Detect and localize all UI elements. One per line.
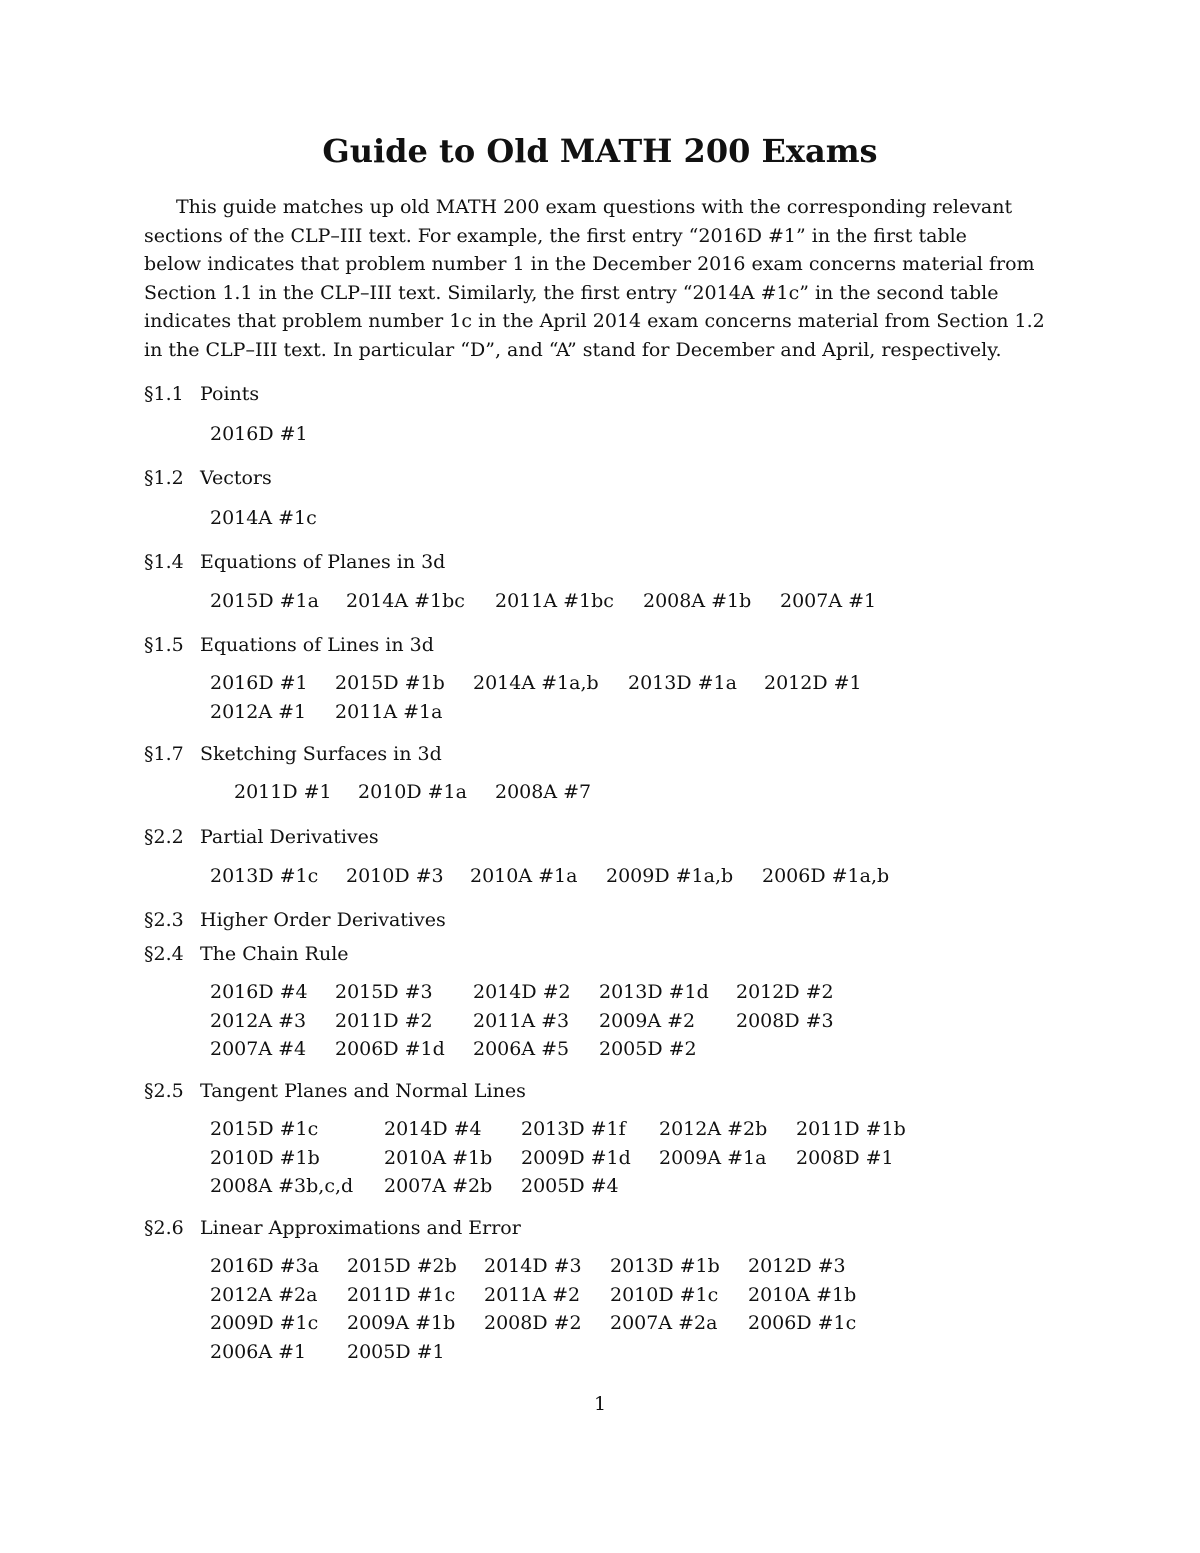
- section-title: The Chain Rule: [200, 943, 349, 965]
- exam-row: [210, 1281, 856, 1310]
- exam-entry: 2011D #1c: [347, 1283, 456, 1306]
- section-number: §1.4: [144, 551, 184, 573]
- exam-entry: 2006A #1: [210, 1340, 307, 1363]
- exam-entry: 2014D #4: [384, 1118, 482, 1140]
- exam-row: [210, 1309, 856, 1338]
- exam-entry: 2007A #2b: [384, 1175, 493, 1197]
- intro-line: Section 1.1 in the CLP–III text. Similarly, the first entry “2014A #1c” in the second table: [144, 281, 999, 304]
- exam-entry: 2012A #1: [210, 700, 307, 723]
- exam-entry: 2011A #2: [484, 1283, 581, 1306]
- section-number: §1.7: [144, 743, 184, 765]
- section-heading-2-2: [144, 826, 379, 848]
- exam-entry: 2010D #1c: [610, 1283, 719, 1306]
- exam-entry: 2006A #5: [473, 1038, 570, 1060]
- section-number: §2.5: [144, 1080, 184, 1102]
- exam-row: [210, 1007, 834, 1036]
- exam-entry: 2008D #3: [736, 1009, 834, 1032]
- exam-row: [210, 698, 862, 727]
- exam-row: [210, 1172, 906, 1201]
- exam-entry: 2006D #1d: [335, 1038, 445, 1060]
- exam-entry: 2010D #1a: [358, 781, 467, 803]
- exam-list-2-6: [210, 1252, 856, 1366]
- exam-list-2-4: [210, 978, 834, 1064]
- exam-entry: 2010A #1b: [384, 1146, 493, 1169]
- exam-entry: 2016D #4: [210, 981, 308, 1003]
- intro-line: sections of the CLP–III text. For example, the first entry “2016D #1” in the first table: [144, 224, 967, 247]
- exam-entry: 2012D #3: [748, 1255, 846, 1277]
- exam-entry: 2013D #1c: [210, 865, 319, 887]
- exam-list-1-5: [210, 669, 862, 726]
- section-number: §2.6: [144, 1217, 184, 1239]
- section-number: §1.1: [144, 383, 184, 405]
- section-number: §1.5: [144, 634, 184, 656]
- exam-row: [210, 978, 834, 1007]
- exam-entry: 2014D #3: [484, 1255, 582, 1277]
- exam-entry: 2012A #2b: [659, 1118, 768, 1140]
- section-title: Equations of Lines in 3d: [200, 634, 434, 656]
- exam-entry: 2010A #1b: [748, 1283, 857, 1306]
- exam-entry: 2011D #1b: [796, 1118, 906, 1140]
- intro-line: in the CLP–III text. In particular “D”, and “A” stand for December and April, respectively.: [144, 338, 1002, 361]
- exam-entry: 2007A #1: [780, 590, 877, 612]
- exam-row: [210, 862, 889, 891]
- exam-entry: 2011D #1: [234, 781, 332, 803]
- section-title: Sketching Surfaces in 3d: [200, 743, 442, 765]
- section-title: Partial Derivatives: [200, 826, 379, 848]
- exam-entry: 2015D #1a: [210, 590, 319, 612]
- exam-entry: 2011A #3: [473, 1009, 570, 1032]
- section-title: Vectors: [200, 467, 272, 489]
- exam-entry: 2005D #4: [521, 1175, 619, 1197]
- exam-list-1-1: [210, 420, 308, 449]
- exam-row: [210, 669, 862, 698]
- section-title: Higher Order Derivatives: [200, 909, 446, 931]
- exam-list-1-4: [210, 587, 876, 616]
- section-number: §2.4: [144, 943, 184, 965]
- exam-entry: 2005D #1: [347, 1340, 445, 1363]
- exam-row: [210, 1035, 834, 1064]
- section-title: Equations of Planes in 3d: [200, 551, 446, 573]
- exam-row: [210, 504, 317, 533]
- exam-entry: 2010A #1a: [470, 865, 578, 887]
- section-heading-1-7: [144, 743, 442, 765]
- exam-entry: 2009A #1a: [659, 1146, 767, 1169]
- section-heading-2-6: [144, 1217, 521, 1239]
- exam-row: [210, 420, 308, 449]
- exam-entry: 2011A #1a: [335, 700, 443, 723]
- exam-entry: 2013D #1b: [610, 1255, 720, 1277]
- exam-entry: 2006D #1c: [748, 1312, 857, 1334]
- exam-list-2-5: [210, 1115, 906, 1201]
- exam-entry: 2014A #1a,b: [473, 672, 599, 694]
- exam-entry: 2012D #2: [736, 981, 834, 1003]
- exam-entry: 2009D #1c: [210, 1312, 319, 1334]
- exam-entry: 2008A #7: [495, 781, 592, 803]
- exam-entry: 2008A #1b: [643, 590, 752, 612]
- exam-entry: 2011A #1bc: [495, 590, 614, 612]
- exam-entry: 2008A #3b,c,d: [210, 1175, 354, 1197]
- section-heading-2-5: [144, 1080, 526, 1102]
- exam-row: [210, 587, 876, 616]
- section-heading-1-4: [144, 551, 445, 573]
- section-title: Tangent Planes and Normal Lines: [200, 1080, 526, 1102]
- exam-entry: 2015D #3: [335, 981, 433, 1003]
- exam-row: [210, 1252, 856, 1281]
- exam-entry: 2009D #1a,b: [606, 865, 734, 887]
- section-number: §2.3: [144, 909, 184, 931]
- section-heading-2-4: [144, 943, 349, 965]
- exam-entry: 2014D #2: [473, 981, 571, 1003]
- exam-list-1-2: [210, 504, 317, 533]
- exam-entry: 2016D #1: [210, 672, 308, 694]
- section-title: Linear Approximations and Error: [200, 1217, 521, 1239]
- section-number: §2.2: [144, 826, 184, 848]
- section-heading-1-5: [144, 634, 434, 656]
- page-title: Guide to Old MATH 200 Exams: [322, 132, 878, 170]
- exam-entry: 2009A #1b: [347, 1312, 456, 1334]
- page-number: 1: [593, 1393, 607, 1415]
- exam-list-2-2: [210, 862, 889, 891]
- exam-row: [210, 1338, 856, 1367]
- exam-entry: 2016D #1: [210, 423, 308, 445]
- exam-entry: 2014A #1bc: [346, 590, 465, 612]
- exam-entry: 2007A #4: [210, 1038, 307, 1060]
- exam-entry: 2009A #2: [599, 1009, 696, 1032]
- exam-entry: 2013D #1f: [521, 1118, 626, 1140]
- exam-entry: 2014A #1c: [210, 507, 317, 529]
- exam-entry: 2013D #1a: [628, 672, 737, 694]
- exam-entry: 2015D #1b: [335, 672, 445, 694]
- exam-entry: 2012A #3: [210, 1009, 307, 1032]
- exam-entry: 2016D #3a: [210, 1255, 319, 1277]
- exam-entry: 2012D #1: [764, 672, 862, 694]
- exam-list-1-7: [234, 778, 591, 807]
- exam-entry: 2015D #2b: [347, 1255, 457, 1277]
- exam-entry: 2009D #1d: [521, 1146, 631, 1169]
- exam-entry: 2012A #2a: [210, 1283, 318, 1306]
- exam-row: [210, 1144, 906, 1173]
- section-heading-1-1: [144, 383, 259, 405]
- section-heading-1-2: [144, 467, 272, 489]
- exam-entry: 2011D #2: [335, 1009, 433, 1032]
- exam-entry: 2006D #1a,b: [762, 865, 890, 887]
- intro-paragraph: [144, 193, 1060, 365]
- exam-entry: 2015D #1c: [210, 1118, 319, 1140]
- section-number: §1.2: [144, 467, 184, 489]
- exam-entry: 2007A #2a: [610, 1312, 718, 1334]
- intro-line: indicates that problem number 1c in the April 2014 exam concerns material from Section 1.2: [144, 310, 1045, 333]
- exam-entry: 2013D #1d: [599, 981, 709, 1003]
- exam-row: [210, 1115, 906, 1144]
- exam-entry: 2010D #3: [346, 865, 444, 887]
- section-title: Points: [200, 383, 260, 405]
- exam-entry: 2008D #2: [484, 1312, 582, 1334]
- exam-entry: 2008D #1: [796, 1146, 894, 1169]
- exam-row: [234, 778, 591, 807]
- intro-line: below indicates that problem number 1 in the December 2016 exam concerns material from: [144, 253, 1035, 276]
- exam-entry: 2005D #2: [599, 1038, 697, 1060]
- exam-entry: 2010D #1b: [210, 1146, 320, 1169]
- intro-line: This guide matches up old MATH 200 exam questions with the corresponding relevant: [176, 196, 1013, 218]
- section-heading-2-3: [144, 909, 446, 931]
